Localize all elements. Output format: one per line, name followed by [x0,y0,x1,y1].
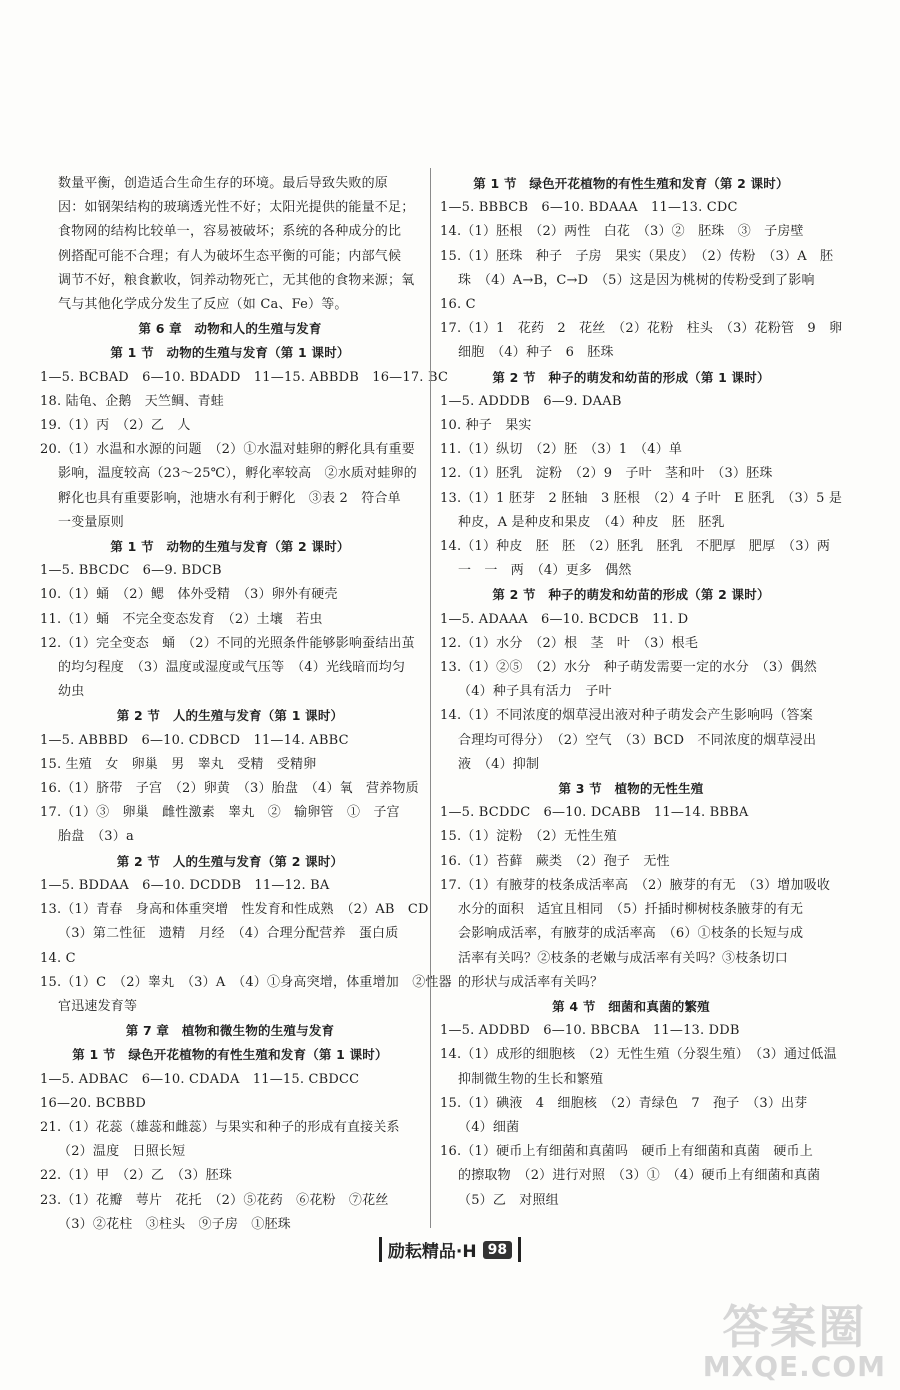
answer-line: 的形状与成活率有关吗？ [458,974,604,990]
section-heading: 第 2 节 种子的萌发和幼苗的形成（第 1 课时） [492,369,770,385]
answer-line: 23.（1）花瓣 萼片 花托 （2）⑤花药 ⑥花粉 ⑦花丝 [40,1192,389,1208]
answer-line: 19.（1）丙 （2）乙 人 [40,418,191,434]
section-heading: 第 2 节 人的生殖与发育（第 2 课时） [116,853,344,869]
answer-line: 1—5. BBCDC 6—9. BDCB [40,563,222,579]
answer-line: 活率有关吗？②枝条的老嫩与成活率有关吗？③枝条切口 [458,950,789,966]
answer-line: 18. 陆龟、企鹅 天竺鲷、青蛙 [40,393,225,409]
answer-line: （2）温度 日照长短 [58,1144,186,1160]
answer-line: 11.（1）纵切 （2）胚 （3）1 （4）单 [440,442,683,458]
answer-line: 1—5. BCDDC 6—10. DCABB 11—14. BBBA [440,805,749,821]
answer-line: 11.（1）蛹 不完全变态发育 （2）土壤 若虫 [40,611,323,627]
answer-line: 官迅速发育等 [58,998,138,1014]
answer-line: 食物网的结构比较单一，容易被破坏；系统的各种成分的比 [58,224,402,240]
section-heading: 第 1 节 动物的生殖与发育（第 2 课时） [110,539,350,555]
answer-line: 孵化也具有重要影响，池塘水有利于孵化 ③表 2 符合单 [58,490,401,506]
answer-line: 1—5. ADBAC 6—10. CDADA 11—15. CBDCC [40,1071,360,1087]
answer-line: 1—5. ABBBD 6—10. CDBCD 11—14. ABBC [40,732,349,748]
answer-line: 14.（1）不同浓度的烟草浸出液对种子萌发会产生影响吗（答案 [440,708,813,724]
answer-line: 14.（1）种皮 胚 胚 （2）胚乳 胚乳 不肥厚 肥厚 （3）两 [440,539,831,555]
answer-line: 20.（1）水温和水源的问题 （2）①水温对蛙卵的孵化具有重要 [40,442,415,458]
watermark [703,1302,886,1382]
answer-line: 14. C [40,950,76,966]
answer-line: （4）细菌 [458,1119,520,1135]
answer-line: 会影响成活率，有腋芽的成活率高 （6）①枝条的长短与成 [458,926,804,942]
answer-line: 一 一 两 （4）更多 偶然 [458,563,632,579]
watermark-text: 答案圈 [722,1300,867,1354]
answer-line: 13.（1）②⑤ （2）水分 种子萌发需要一定的水分 （3）偶然 [440,660,817,676]
answer-line: 细胞 （4）种子 6 胚珠 [458,345,614,361]
answer-line: 调节不好，粮食歉收，饲养动物死亡，无其他的食物来源；氧 [58,272,415,288]
answer-line: 合理均可得分） （2）空气 （3）BCD 不同浓度的烟草浸出 [458,732,817,748]
brand-logo [379,1237,521,1262]
answer-line: 16.（1）硬币上有细菌和真菌吗 硬币上有细菌和真菌 硬币上 [440,1144,813,1160]
answer-line: 的擦取物 （2）进行对照 （3）① （4）硬币上有细菌和真菌 [458,1168,821,1184]
section-heading: 第 3 节 植物的无性生殖 [558,781,704,797]
answer-line: 种皮，A 是种皮和果皮 （4）种皮 胚 胚乳 [458,514,725,530]
answer-line: 17.（1）有腋芽的枝条成活率高 （2）腋芽的有无 （3）增加吸收 [440,877,831,893]
brand-name: 励耘精品·H [387,1242,477,1262]
answer-line: 12.（1）完全变态 蛹 （2）不同的光照条件能够影响蚕结出茧 [40,635,415,651]
answer-line: 15.（1）碘液 4 细胞核 （2）青绿色 7 孢子 （3）出芽 [440,1095,808,1111]
section-heading: 第 6 章 动物和人的生殖与发育 [138,321,322,337]
answer-line: （5）乙 对照组 [458,1192,559,1208]
answer-line: 14.（1）胚根 （2）两性 白花 （3）② 胚珠 ③ 子房壁 [440,224,804,240]
answer-line: 15.（1）淀粉 （2）无性生殖 [440,829,617,845]
answer-line: 16.（1）苔藓 蕨类 （2）孢子 无性 [440,853,670,869]
answer-line: 水分的面积 适宜且相同 （5）扦插时柳树枝条腋芽的有无 [458,902,804,918]
answer-line: 1—5. BCBAD 6—10. BDADD 11—15. ABBDB 16—17. BC [40,369,449,385]
answer-line: 数量平衡，创造适合生命生存的环境。最后导致失败的原 [58,176,389,191]
answer-line: 10.（1）蛹 （2）鳃 体外受精 （3）卵外有硬壳 [40,587,338,603]
answer-line: 胎盘 （3）a [58,829,134,845]
answer-line: 17.（1）③ 卵巢 雌性激素 睾丸 ② 输卵管 ① 子宫 [40,805,400,821]
answer-line: 15. 生殖 女 卵巢 男 睾丸 受精 受精卵 [40,756,317,772]
left-column [40,172,452,1237]
answer-line: 的均匀程度 （3）温度或湿度或气压等 （4）光线暗而均匀 [58,660,406,676]
section-heading: 第 1 节 绿色开花植物的有性生殖和发育（第 2 课时） [473,176,789,191]
answer-line: 15.（1）胚珠 种子 子房 果实（果皮） （2）传粉 （3）A 胚 [440,248,834,264]
section-heading: 第 7 章 植物和微生物的生殖与发育 [125,1023,335,1039]
answer-line: 幼虫 [58,684,85,700]
answer-line: 10. 种子 果实 [440,418,532,434]
answer-line: 13.（1）1 胚芽 2 胚轴 3 胚根 （2）4 子叶 E 胚乳 （3）5 是 [440,490,843,506]
answer-line: 1—5. BDDAA 6—10. DCDDB 11—12. BA [40,877,330,893]
page-footer [0,1237,900,1262]
right-column [440,172,843,1213]
answer-line: 21.（1）花蕊（雄蕊和雌蕊）与果实和种子的形成有直接关系 [40,1119,400,1135]
watermark-url: MXQE.COM [702,1350,886,1383]
section-heading: 第 4 节 细菌和真菌的繁殖 [552,998,710,1014]
answer-line: 1—5. ADDDB 6—9. DAAB [440,393,622,409]
answer-line: 影响，温度较高（23～25℃），孵化率较高 ②水质对蛙卵的 [58,466,417,482]
answer-line: 16—20. BCBBD [40,1095,147,1111]
answer-line: 1—5. ADDBD 6—10. BBCBA 11—13. DDB [440,1023,740,1039]
section-heading: 第 2 节 种子的萌发和幼苗的形成（第 2 课时） [492,587,770,603]
page-number: 98 [483,1241,512,1259]
answer-line: 液 （4）抑制 [458,756,540,772]
section-heading: 第 2 节 人的生殖与发育（第 1 课时） [116,708,344,724]
answer-line: 16.（1）脐带 子宫 （2）卵黄 （3）胎盘 （4）氧 营养物质 [40,781,419,797]
answer-line: 13.（1）青春 身高和体重突增 性发育和性成熟 （2）AB CD [40,902,429,918]
answer-line: 12.（1）胚乳 淀粉 （2）9 子叶 茎和叶 （3）胚珠 [440,466,773,482]
answer-line: 15.（1）C （2）睾丸 （3）A （4）①身高突增，体重增加 ②性器 [40,974,452,990]
column-divider [430,168,431,1228]
answer-line: 22.（1）甲 （2）乙 （3）胚珠 [40,1168,233,1184]
answer-line: 抑制微生物的生长和繁殖 [458,1071,604,1087]
answer-line: （3）②花柱 ③柱头 ⑨子房 ①胚珠 [58,1216,291,1232]
answer-line: 例搭配可能不合理；有人为破坏生态平衡的可能；内部气候 [58,248,402,264]
answer-line: 气与其他化学成分发生了反应（如 Ca、Fe）等。 [58,297,348,313]
section-heading: 第 1 节 动物的生殖与发育（第 1 课时） [110,345,350,361]
answer-line: 因：如钢架结构的玻璃透光性不好；太阳光提供的能量不足； [58,200,415,216]
answer-line: 16. C [440,297,476,313]
answer-line: 珠 （4）A→B，C→D （5）这是因为桃树的传粉受到了影响 [458,272,815,288]
answer-line: 1—5. ADAAA 6—10. BCDCB 11. D [440,611,689,627]
answer-line: （3）第二性征 遗精 月经 （4）合理分配营养 蛋白质 [58,926,399,942]
answer-line: 14.（1）成形的细胞核 （2）无性生殖（分裂生殖） （3）通过低温 [440,1047,837,1063]
answer-line: 1—5. BBBCB 6—10. BDAAA 11—13. CDC [440,200,738,216]
answer-line: 17.（1）1 花药 2 花丝 （2）花粉 柱头 （3）花粉管 9 卵 [440,321,843,337]
section-heading: 第 1 节 绿色开花植物的有性生殖和发育（第 1 课时） [72,1047,388,1063]
answer-line: （4）种子具有活力 子叶 [458,684,612,700]
answer-line: 12.（1）水分 （2）根 茎 叶 （3）根毛 [440,635,699,651]
answer-line: 一变量原则 [58,514,125,530]
